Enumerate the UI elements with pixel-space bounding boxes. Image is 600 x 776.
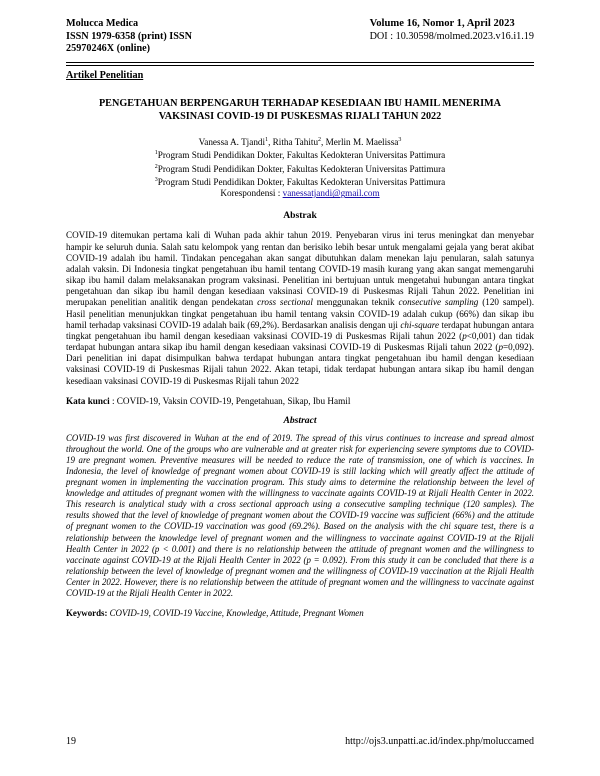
journal-name: Molucca Medica: [66, 18, 139, 29]
kata-kunci: [66, 396, 534, 406]
issue-info: [370, 18, 534, 43]
affiliation-sup: 3: [154, 177, 158, 183]
article-type: Artikel Penelitian: [66, 70, 144, 81]
correspondence: [66, 188, 534, 199]
abstrak-italic: p: [462, 330, 467, 341]
author-sup: 1: [265, 137, 269, 143]
author-sup: 2: [318, 137, 322, 143]
author-name: Merlin M. Maelissa: [325, 137, 399, 148]
author-list: [66, 135, 534, 148]
keywords-label: Keywords:: [66, 608, 108, 619]
abstrak-segment: COVID-19 ditemukan pertama kali di Wuhan pada akhir tahun 2019. Penyebaran virus ini terus meningkat dan menyebar hampir ke seluruh dunia. Salah satu kelompok yang rentan dan berisiko lebih besar untuk mengalami gejala yang berat akibat COVID-19 adalah ibu hamil. Tindakan pencegahan akan sangat dibutuhkan dalam menekan laju penularan, salah satunya adalah vaksin. Di Indonesia tingkat pengetahuan ibu hamil tentang COVID-19 masih kurang yang akan sangat memengaruhi sikap ibu hamil dalam melaksanakan program vaksinasi. Penelitian ini bertujuan untuk mengetahui hubungan antara tingkat pengetahuan dan sikap ibu hamil dengan kesediaan vaksinasi COVID-19 di Puskesmas Rijali Tahun 2022. Penelitian ini merupakan penelitian analitik dengan pendekatan: [66, 230, 534, 308]
doi: DOI : 10.30598/molmed.2023.v16.i1.19: [369, 30, 534, 42]
author-separator: ,: [321, 137, 326, 148]
abstrak-segment: (120 sampel). Hasil penelitian menunjukkan tingkat pengetahuan ibu hamil tentang vaksin COVID-19 adalah cukup (66%) dan sikap ibu hamil terhadap vaksinasi COVID-19 adalah baik (69,2%). Berdasarkan analisis dengan uji: [66, 297, 535, 330]
journal-url-link[interactable]: http://ojs3.unpatti.ac.id/index.php/moluccamed: [345, 736, 534, 747]
header-rule-thick: [66, 62, 534, 63]
kata-kunci-label: Kata kunci: [66, 395, 110, 406]
correspondence-email-link[interactable]: vanessatjandi@gmail.com: [282, 188, 380, 199]
affiliation: [66, 148, 534, 161]
abstrak-segment: menggunakan teknik: [312, 297, 399, 308]
abstract-heading: Abstract: [283, 414, 317, 426]
article-content: [66, 70, 534, 618]
keywords: [66, 608, 534, 618]
author-sup: 3: [398, 137, 402, 143]
author-separator: ,: [268, 137, 273, 148]
abstrak-segment: terdapat hubungan antara tingkat pengetahuan ibu hamil dengan kesediaan vaksinasi COVID-19 di Puskesmas Rijali tahun 2022 (: [66, 319, 534, 341]
abstrak-segment: <0,001) dan tidak terdapat hubungan antara sikap ibu hamil dengan kesediaan vaksinasi COVID-19 di Puskesmas Rijali tahun 2022 (: [66, 330, 534, 353]
affiliation-text: Program Studi Pendidikan Dokter, Fakultas Kedokteran Universitas Pattimura: [157, 177, 446, 188]
affiliation: [66, 175, 534, 188]
affiliation-sup: 1: [154, 150, 158, 157]
journal-info: [66, 18, 192, 56]
abstrak-italic: chi-square: [400, 319, 440, 330]
abstrak-italic: p: [498, 342, 503, 353]
affiliation-sup: 2: [154, 163, 158, 170]
abstract-text: COVID-19 was first discovered in Wuhan at the end of 2019. The spread of this virus continues to increase and spread almost throughout the world. One of the groups who are vulnerable and at greater risk for experiencing severe symptoms due to COVID-19 are pregnant women. Preventive measures will be needed to reduce the rate of transmission, one of which is vaccines. In Indonesia, the level of knowledge of pregnant women about COVID-19 is still lacking which will greatly affect the attitude of pregnant women in implementing the vaccination program. This study aims to determine the relationship between the level of knowledge and attitudes of pregnant women with the willingness to vaccinate againts COVID-19 at Rijali Health Center in 2022. This research is analytical study with a cross sectional approach using a consecutive sampling technique (120 samples). The results showed that the level of knowledge of pregnant women about the COVID-19 vaccine was sufficient (66%) and the attitude of pregnant women to the COVID-19 vaccination was good (69.2%). Based on the analysis with the chi square test, there is a relationship between the knowledge level of pregnant women and the willingness to vaccinate against COVID-19 at the Rijali Health Center in 2022 (p < 0.001) and there is no relationship between the attitude of pregnant women and the willingness to vaccinate against COVID-19 at the Rijali Health Center in 2022 (p = 0.092). From this study it can be concluded that there is a relationship between the level of knowledge of pregnant women and the willingness of COVID-19 vaccination at the Rijali Health Center in 2022. However, there is no relationship between the attitude of pregnant women and the willingness to vaccinate against COVID-19 at the Rijali Health Center in 2022.: [66, 432, 534, 598]
affiliation-text: Program Studi Pendidikan Dokter, Fakultas Kedokteran Universitas Pattimura: [157, 163, 446, 174]
kata-kunci-text: : COVID-19, Vaksin COVID-19, Pengetahuan, Sikap, Ibu Hamil: [109, 395, 351, 406]
abstrak-italic: consecutive sampling: [398, 297, 479, 308]
abstrak-segment: =0,092). Dari penelitian ini dapat disimpulkan bahwa terdapat hubungan antara tingkat pengetahuan ibu hamil dengan kesediaan vaksinasi COVID-19 di Puskesmas Rijali tahun 2022. Akan tetapi, tidak terdapat hubungan antara sikap ibu hamil dengan kesediaan vaksinasi COVID-19 di Puskesmas Rijali tahun 2022: [66, 342, 534, 386]
page-header: [66, 18, 534, 60]
affiliation-text: Program Studi Pendidikan Dokter, Fakultas Kedokteran Universitas Pattimura: [157, 150, 446, 161]
abstrak-italic: cross sectional: [257, 297, 313, 308]
keywords-text: COVID-19, COVID-19 Vaccine, Knowledge, Attitude, Pregnant Women: [107, 608, 364, 619]
article-title: PENGETAHUAN BERPENGARUH TERHADAP KESEDIAAN IBU HAMIL MENERIMA VAKSINASI COVID-19 DI PUSKESMAS RIJALI TAHUN 2022: [98, 98, 502, 122]
affiliation: [66, 162, 534, 175]
issn-line-1: ISSN 1979-6358 (print) ISSN: [66, 30, 192, 42]
page-number: 19: [66, 736, 76, 747]
abstrak-heading: Abstrak: [283, 210, 317, 222]
abstrak-text: [66, 230, 534, 386]
issn-line-2: 25970246X (online): [66, 43, 151, 55]
header-rule-thin: [66, 65, 534, 66]
volume-info: Volume 16, Nomor 1, April 2023: [369, 18, 515, 29]
author-name: Vanessa A. Tjandi: [198, 137, 266, 148]
correspondence-label: Korespondensi :: [220, 188, 283, 199]
author-name: Ritha Tahitu: [272, 137, 319, 148]
